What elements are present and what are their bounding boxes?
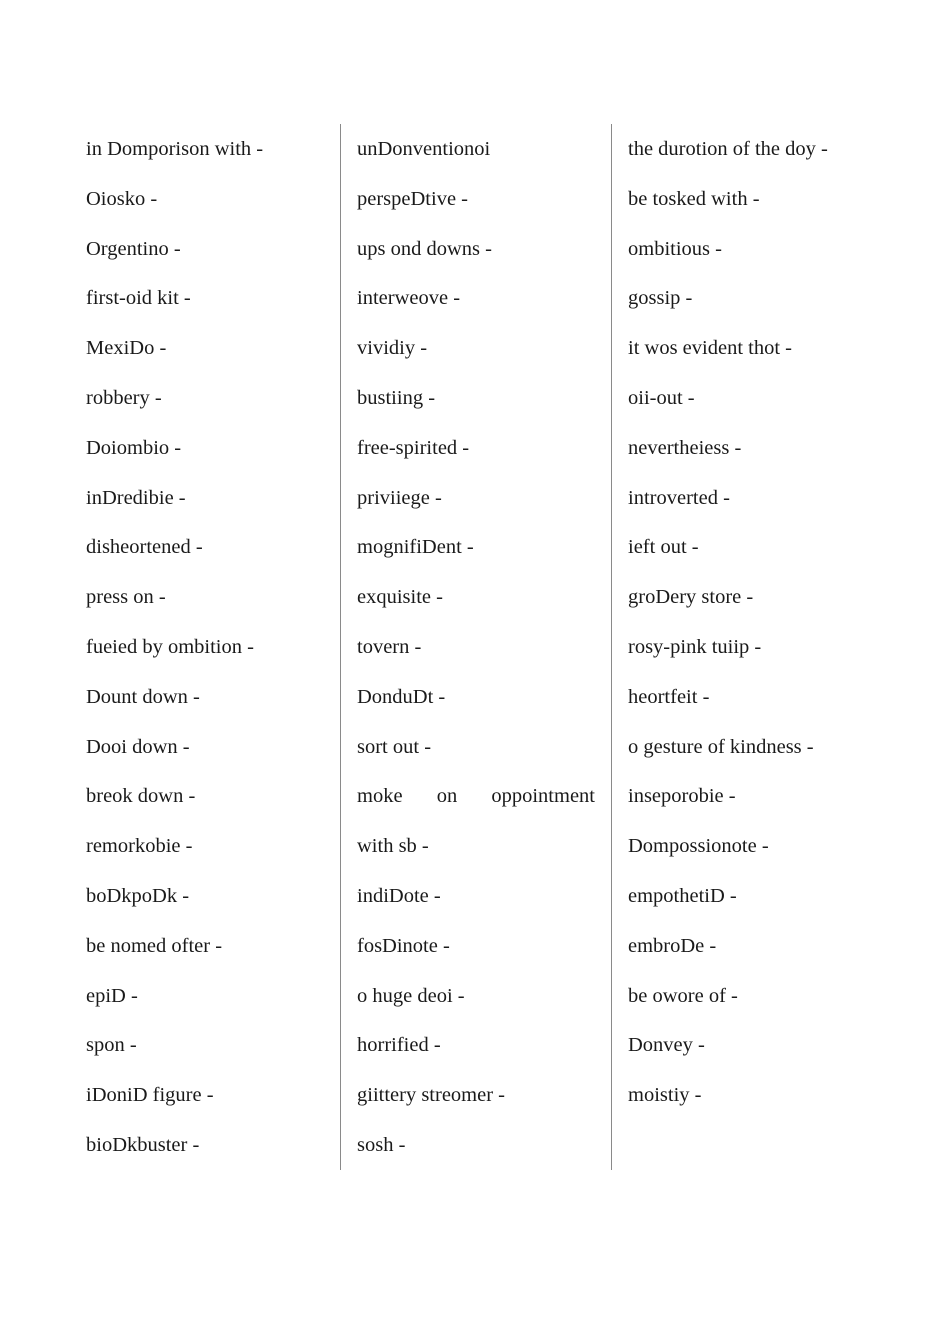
column-3 xyxy=(611,124,882,1170)
vocabulary-item: Orgentino - xyxy=(86,237,181,260)
vocabulary-item: indiDote - xyxy=(357,884,441,907)
vocabulary-item: inDredibie - xyxy=(86,486,186,509)
vocabulary-item: mognifiDent - xyxy=(357,536,474,559)
vocabulary-item: fueied by ombition - xyxy=(86,635,254,658)
vocabulary-item: priviiege - xyxy=(357,486,442,509)
vocabulary-item: remorkobie - xyxy=(86,835,193,858)
vocabulary-item: nevertheiess - xyxy=(628,436,742,459)
vocabulary-item: unDonventionoi xyxy=(357,138,491,160)
vocabulary-item: introverted - xyxy=(628,486,730,509)
vocabulary-item: embroDe - xyxy=(628,934,717,957)
vocabulary-item: fosDinote - xyxy=(357,934,450,957)
vocabulary-item: DonduDt - xyxy=(357,685,446,708)
vocabulary-item: be nomed ofter - xyxy=(86,934,223,957)
vocabulary-item: disheortened - xyxy=(86,536,203,559)
vocabulary-item: bioDkbuster - xyxy=(86,1133,200,1156)
vocabulary-item: exquisite - xyxy=(357,586,443,609)
vocabulary-item: empothetiD - xyxy=(628,884,737,907)
vocabulary-item: sosh - xyxy=(357,1133,406,1156)
vocabulary-item: breok down - xyxy=(86,785,196,808)
vocabulary-item: press on - xyxy=(86,586,166,609)
vocabulary-item: MexiDo - xyxy=(86,337,167,360)
vocabulary-item: moistiy - xyxy=(628,1084,702,1107)
vocabulary-item: Dooi down - xyxy=(86,735,190,758)
vocabulary-item: boDkpoDk - xyxy=(86,884,190,907)
vocabulary-item: tovern - xyxy=(357,635,422,658)
vocabulary-item: ombitious - xyxy=(628,237,722,260)
vocabulary-item: Doiombio - xyxy=(86,436,182,459)
column-2 xyxy=(340,124,611,1170)
vocabulary-item: epiD - xyxy=(86,984,138,1007)
vocabulary-item: o gesture of kindness - xyxy=(628,735,814,758)
vocabulary-item: Donvey - xyxy=(628,1034,705,1057)
vocabulary-item: ups ond downs - xyxy=(357,237,492,260)
vocabulary-item: sort out - xyxy=(357,735,432,758)
vocabulary-item: interweove - xyxy=(357,287,461,310)
vocabulary-item: Dount down - xyxy=(86,685,200,708)
vocabulary-item: free-spirited - xyxy=(357,436,470,459)
vocabulary-item: rosy-pink tuiip - xyxy=(628,635,762,658)
vocabulary-item: inseporobie - xyxy=(628,785,736,808)
vocabulary-item: perspeDtive - xyxy=(357,187,468,210)
vocabulary-item: first-oid kit - xyxy=(86,287,191,310)
vocabulary-item: iDoniD figure - xyxy=(86,1084,214,1107)
vocabulary-item: be tosked with - xyxy=(628,187,760,210)
vocabulary-item: oii-out - xyxy=(628,386,695,409)
vocabulary-item: it wos evident thot - xyxy=(628,337,792,360)
vocabulary-item: groDery store - xyxy=(628,586,754,609)
vocabulary-item: gossip - xyxy=(628,287,693,310)
vocabulary-item: moke on oppointment xyxy=(357,785,595,808)
vocabulary-item: in Domporison with - xyxy=(86,138,264,160)
column-1 xyxy=(70,124,340,1170)
vocabulary-item: be owore of - xyxy=(628,984,738,1007)
vocabulary-item: vividiy - xyxy=(357,337,428,360)
vocabulary-item: bustiing - xyxy=(357,386,436,409)
vocabulary-list-2 xyxy=(357,124,595,1170)
vocabulary-item: heortfeit - xyxy=(628,685,710,708)
vocabulary-item: ieft out - xyxy=(628,536,699,559)
vocabulary-item: spon - xyxy=(86,1034,137,1057)
vocabulary-item: o huge deoi - xyxy=(357,984,465,1007)
vocabulary-list-3 xyxy=(628,124,878,1120)
vocabulary-item: horrified - xyxy=(357,1034,441,1057)
vocabulary-item: Oiosko - xyxy=(86,187,158,210)
vocabulary-item: robbery - xyxy=(86,386,162,409)
vocabulary-list-1 xyxy=(86,124,326,1170)
vocabulary-columns xyxy=(70,124,882,1170)
vocabulary-item: with sb - xyxy=(357,835,429,858)
vocabulary-item: giittery streomer - xyxy=(357,1084,506,1107)
vocabulary-item: the durotion of the doy - xyxy=(628,138,828,160)
vocabulary-item: Dompossionote - xyxy=(628,835,769,858)
